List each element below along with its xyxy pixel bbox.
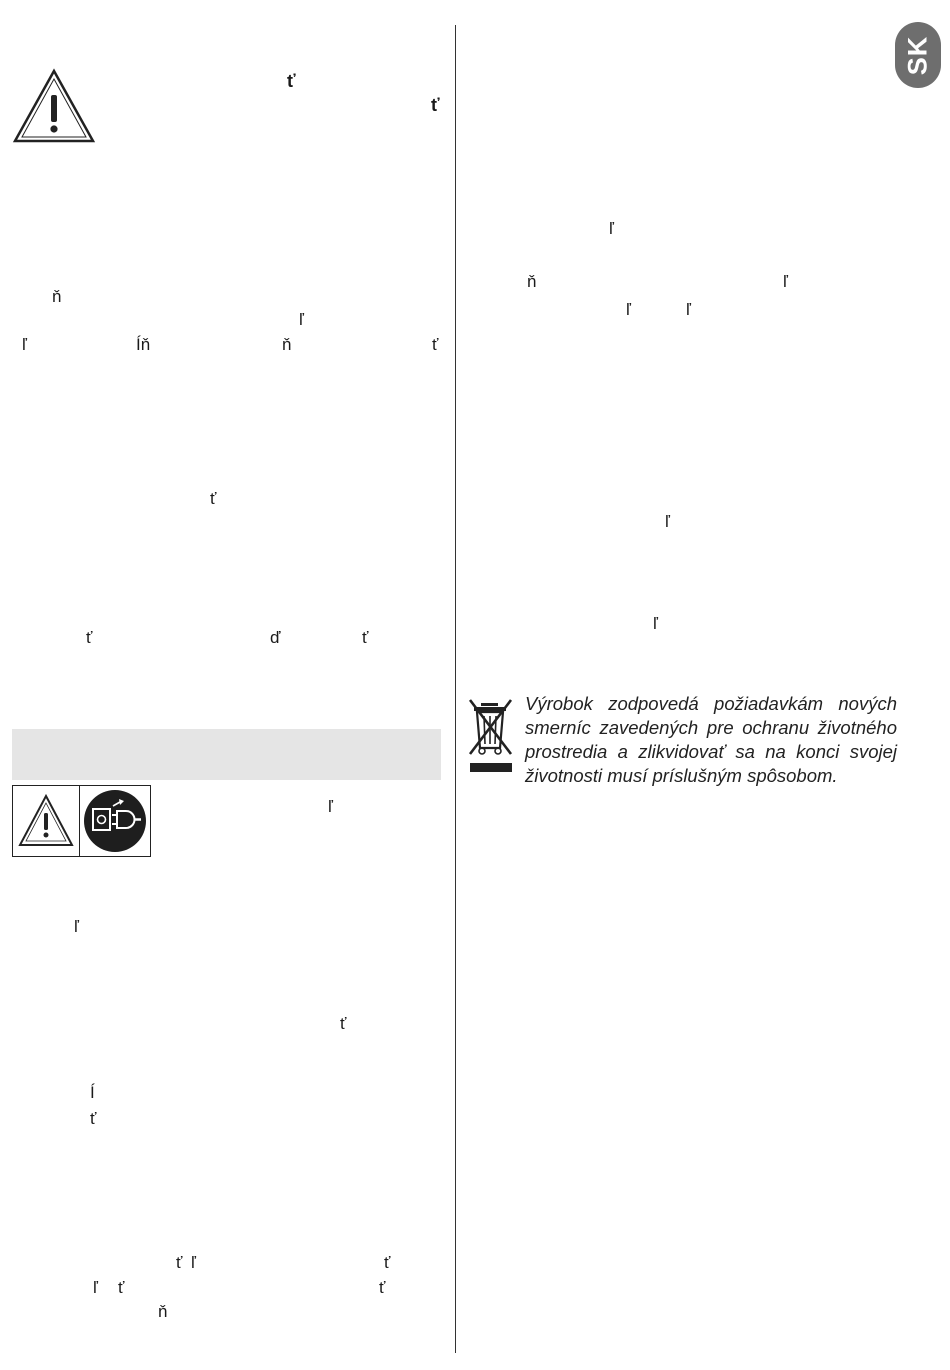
warning-fragment: ť	[431, 95, 440, 115]
weee-notice-line: životnosti musí príslušným spôsobom.	[525, 765, 838, 786]
text-fragment: ť	[86, 628, 93, 647]
text-fragment: ť	[340, 1014, 347, 1033]
language-badge	[895, 22, 941, 88]
text-fragment: ť	[432, 335, 439, 354]
weee-notice-line: prostredia a zlikvidovať sa na konci svojej	[525, 741, 897, 762]
text-fragment: Í	[90, 1083, 95, 1102]
text-fragment: ľ	[686, 300, 691, 319]
section-header-bar	[12, 729, 441, 780]
text-fragment: ť	[176, 1253, 183, 1272]
text-fragment: ľ	[328, 797, 333, 816]
text-fragment: ľ	[22, 335, 27, 354]
text-fragment: ď	[270, 628, 281, 647]
weee-notice-line: smerníc zavedených pre ochranu životného	[525, 717, 897, 738]
language-badge-label: SK	[902, 35, 933, 75]
text-fragment: ň	[282, 335, 292, 354]
warning-triangle-icon	[12, 68, 96, 144]
crossed-out-bin-icon	[467, 696, 517, 776]
text-fragment: ň	[158, 1302, 168, 1321]
text-fragment: ľ	[783, 272, 788, 291]
text-fragment: ľ	[626, 300, 631, 319]
text-fragment: ľ	[653, 614, 658, 633]
text-fragment: ť	[384, 1253, 391, 1272]
text-fragment: ň	[52, 287, 62, 306]
text-fragment: Íň	[136, 335, 151, 354]
text-fragment: ľ	[191, 1253, 196, 1272]
text-fragment: ľ	[665, 512, 670, 531]
text-fragment: ť	[362, 628, 369, 647]
weee-notice	[525, 692, 897, 788]
text-fragment: ľ	[609, 219, 614, 238]
warning-small-icon	[17, 793, 75, 849]
text-fragment: ť	[90, 1109, 97, 1128]
safety-icon-box	[12, 785, 151, 857]
text-fragment: ť	[118, 1278, 125, 1297]
text-fragment: ľ	[74, 917, 79, 936]
column-divider	[455, 25, 456, 1353]
text-fragment: ľ	[93, 1278, 98, 1297]
unplug-icon	[83, 789, 147, 853]
text-fragment: ň	[527, 272, 537, 291]
text-fragment: ť	[210, 489, 217, 508]
text-fragment: ť	[379, 1278, 386, 1297]
weee-notice-line: Výrobok zodpovedá požiadavkám nových	[525, 693, 897, 714]
warning-fragment: ť	[287, 71, 296, 91]
text-fragment: ľ	[299, 310, 304, 329]
